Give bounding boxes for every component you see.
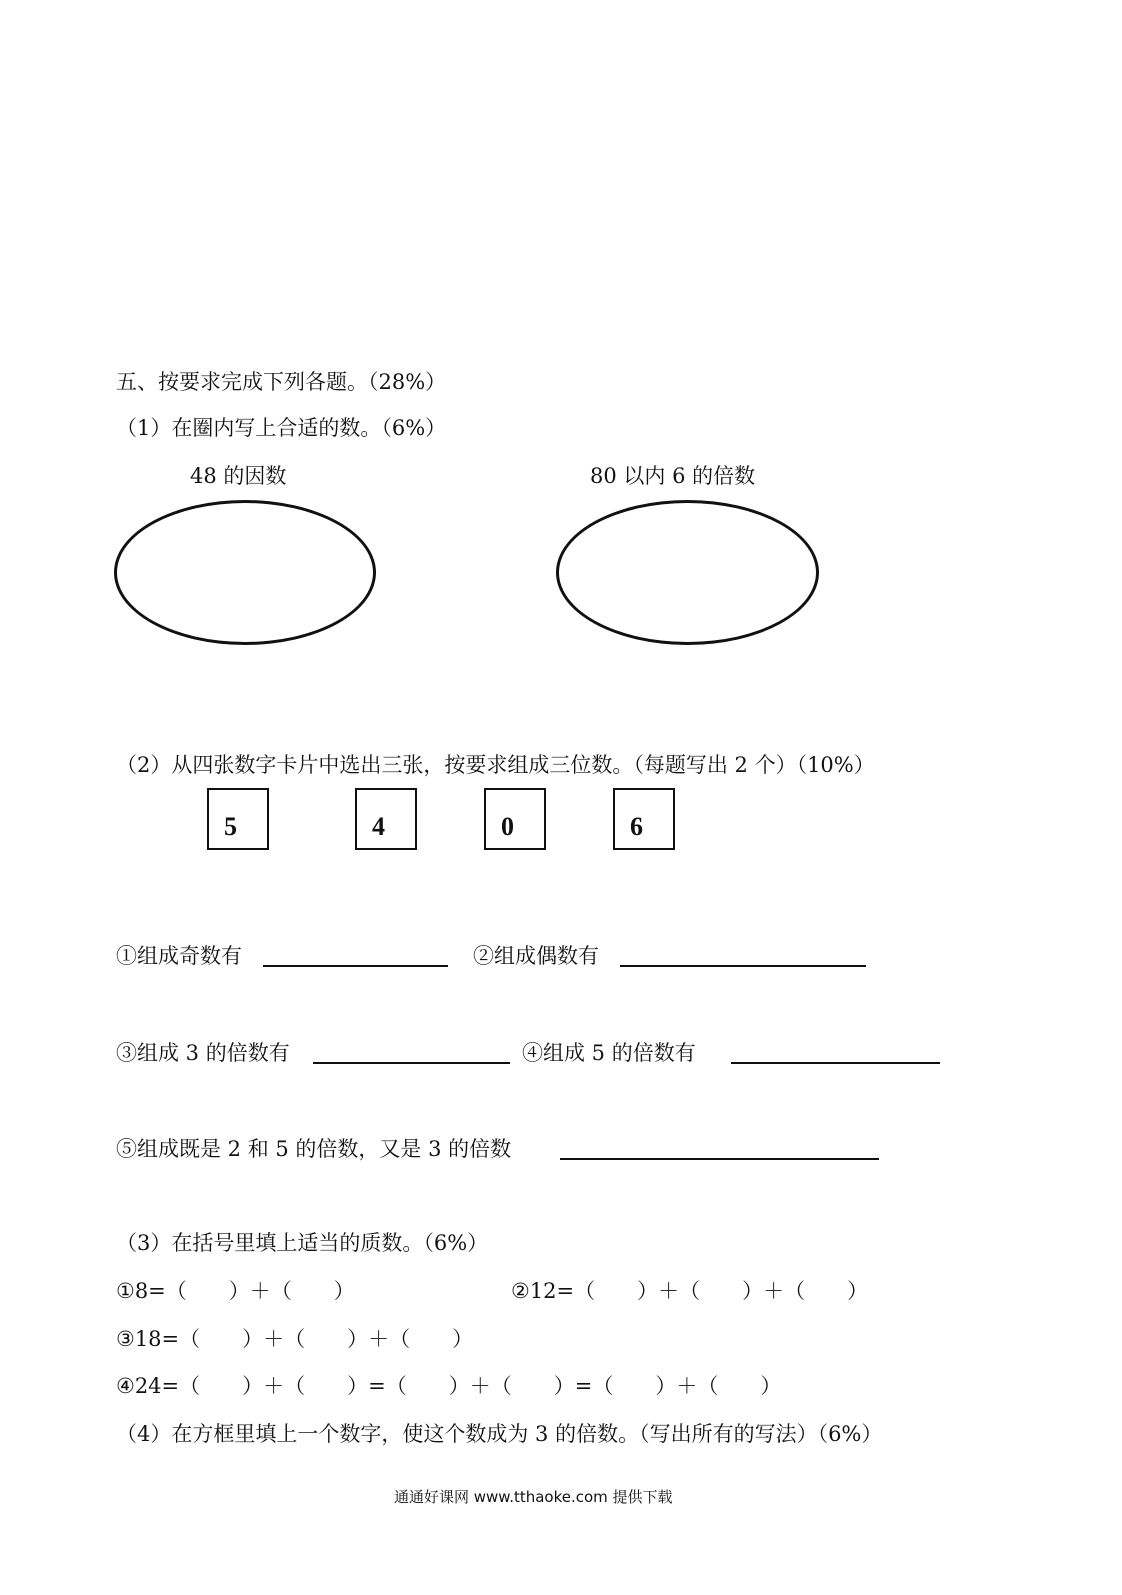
factor-ellipse bbox=[114, 500, 376, 645]
section-heading: 五、按要求完成下列各题。（28%） bbox=[116, 370, 447, 394]
q3-row-18: ③18=（ ）＋（ ）＋（ ） bbox=[116, 1327, 474, 1351]
q3-row-24: ④24=（ ）＋（ ）=（ ）＋（ ）=（ ）＋（ ） bbox=[116, 1374, 782, 1398]
q2-item-even: ②组成偶数有 bbox=[473, 944, 599, 968]
digit-card bbox=[613, 788, 675, 850]
q2-item-multiple-2-5-3: ⑤组成既是 2 和 5 的倍数，又是 3 的倍数 bbox=[116, 1137, 512, 1161]
q2-title: （2）从四张数字卡片中选出三张，按要求组成三位数。（每题写出 2 个）（10%） bbox=[116, 753, 875, 777]
q3-row-12: ②12=（ ）＋（ ）＋（ ） bbox=[511, 1279, 869, 1303]
footer-credit: 通通好课网 www.tthaoke.com 提供下载 bbox=[394, 1488, 673, 1506]
answer-line-even bbox=[620, 965, 866, 967]
answer-line-multiple-3 bbox=[313, 1062, 510, 1064]
q4-title: （4）在方框里填上一个数字，使这个数成为 3 的倍数。（写出所有的写法）（6%） bbox=[116, 1422, 883, 1446]
q1-left-label: 48 的因数 bbox=[190, 464, 287, 488]
multiple-ellipse bbox=[556, 500, 819, 645]
digit-card-value: 0 bbox=[501, 812, 514, 841]
digit-card-value: 6 bbox=[630, 812, 643, 841]
q1-right-label: 80 以内 6 的倍数 bbox=[590, 464, 756, 488]
digit-card-value: 4 bbox=[372, 812, 385, 841]
q2-item-odd: ①组成奇数有 bbox=[116, 944, 242, 968]
answer-line-multiple-2-5-3 bbox=[560, 1158, 879, 1160]
digit-card-value: 5 bbox=[224, 812, 237, 841]
digit-card bbox=[207, 788, 269, 850]
answer-line-odd bbox=[263, 965, 448, 967]
q3-title: （3）在括号里填上适当的质数。（6%） bbox=[116, 1231, 489, 1255]
q3-row-8: ①8=（ ）＋（ ） bbox=[116, 1279, 355, 1303]
q2-item-multiple-3: ③组成 3 的倍数有 bbox=[116, 1041, 290, 1065]
answer-line-multiple-5 bbox=[731, 1062, 940, 1064]
q2-item-multiple-5: ④组成 5 的倍数有 bbox=[522, 1041, 696, 1065]
digit-card bbox=[355, 788, 417, 850]
q1-title: （1）在圈内写上合适的数。（6%） bbox=[116, 416, 447, 440]
digit-card bbox=[484, 788, 546, 850]
